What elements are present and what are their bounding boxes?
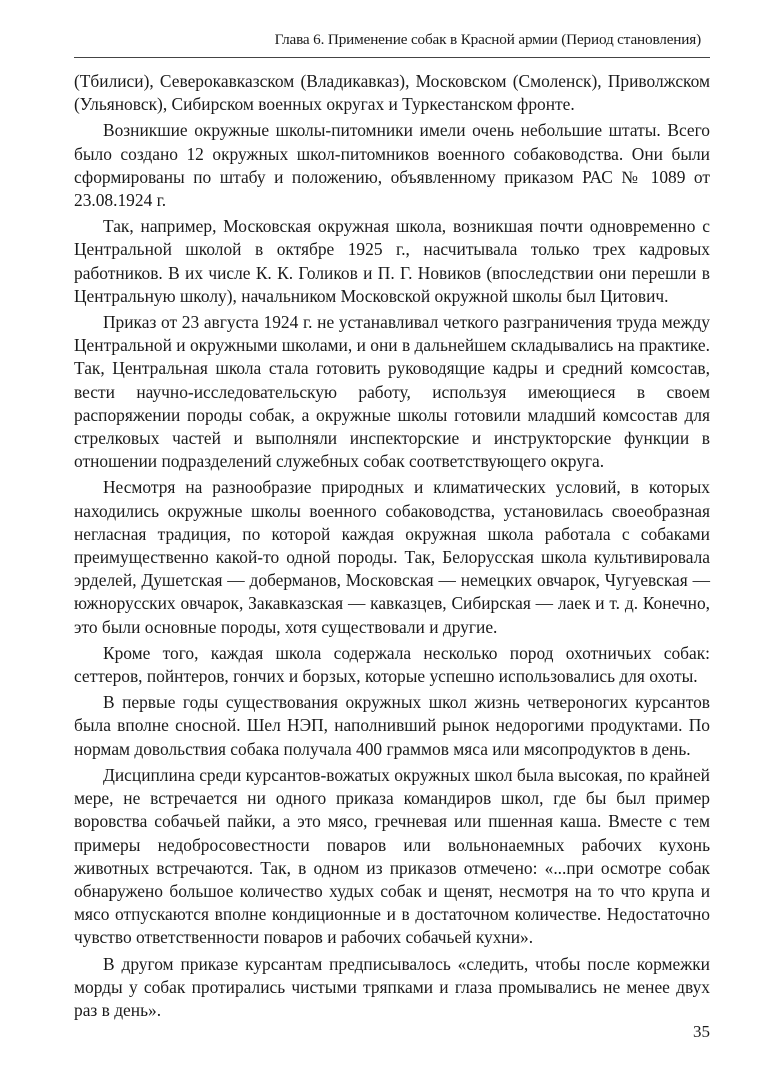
- paragraph: В другом приказе курсантам предписывалось «следить, чтобы после кормежки морды у собак протирались чистыми тряпками и глаза промывались не менее двух раз в день».: [74, 953, 710, 1020]
- paragraph: В первые годы существования окружных школ жизнь четвероногих курсантов была вполне сносной. Шел НЭП, наполнивший рынок недорогими продуктами. По нормам довольствия собака получала 400 граммов мяса или мясопродуктов в день.: [74, 692, 710, 759]
- paragraph: Возникшие окружные школы-питомники имели очень небольшие штаты. Всего было создано 12 окружных школ-питомников военного собаководства. Они были сформированы по штабу и положению, объявленному приказом РАС № 1089 от 23.08.1924 г.: [74, 120, 710, 211]
- running-header: Глава 6. Применение собак в Красной армии (Период становления): [274, 31, 701, 48]
- paragraph-continued: (Тбилиси), Северокавказском (Владикавказ), Московском (Смоленск), Приволжском (Ульяновск), Сибирском военных округах и Туркестанском фронте.: [74, 71, 710, 115]
- paragraph: Кроме того, каждая школа содержала несколько пород охотничьих собак: сеттеров, пойнтеров, гончих и борзых, которые успешно использовались для охоты.: [74, 642, 710, 687]
- paragraph: Так, например, Московская окружная школа, возникшая почти одновременно с Центральной школой в октябре 1925 г., насчитывала только трех кадровых работников. В их числе К. К. Голиков и П. Г. Новиков (впоследствии они перешли в Центральную школу), начальником Московской окружной школы был Цитович.: [74, 216, 710, 306]
- paragraph: Приказ от 23 августа 1924 г. не устанавливал четкого разграничения труда между Центральной и окружными школами, и они в дальнейшем складывались на практике. Так, Центральная школа стала готовить руководящие кадры и средний комсостав, вести научно-исследовательскую работу, используя имеющиеся в своем распоряжении породы собак, а окружные школы готовили младший комсостав для стрелковых частей и выполняли инспекторские и инструкторские функции в отношении подразделений служебных собак соответствующего округа.: [74, 312, 710, 472]
- body-text: [74, 70, 710, 1025]
- header-rule: [74, 57, 710, 58]
- page-number: 35: [693, 1022, 710, 1041]
- paragraph: Несмотря на разнообразие природных и климатических условий, в которых находились окружные школы военного собаководства, установилась своеобразная негласная традиция, по которой каждая окружная школа работала с собаками преимущественно какой-то одной породы. Так, Белорусская школа культивировала эрделей, Душетская — доберманов, Московская — немецких овчарок, Чугуевская — южнорусских овчарок, Закавказская — кавказцев, Сибирская — лаек и т. д. Конечно, это были основные породы, хотя существовали и другие.: [74, 477, 710, 637]
- paragraph: Дисциплина среди курсантов-вожатых окружных школ была высокая, по крайней мере, не встречается ни одного приказа командиров школ, где бы был пример воровства собачьей пайки, а это мясо, гречневая или пшенная каша. Вместе с тем примеры недобросовестности поваров или вольнонаемных рабочих кухонь животных встречаются. Так, в одном из приказов отмечено: «...при осмотре собак обнаружено большое количество худых собак и щенят, несмотря на то что крупа и мясо отпускаются вполне кондиционные и в достаточном количестве. Недостаточно чувство ответственности поваров и рабочих собачьей кухни».: [74, 764, 710, 948]
